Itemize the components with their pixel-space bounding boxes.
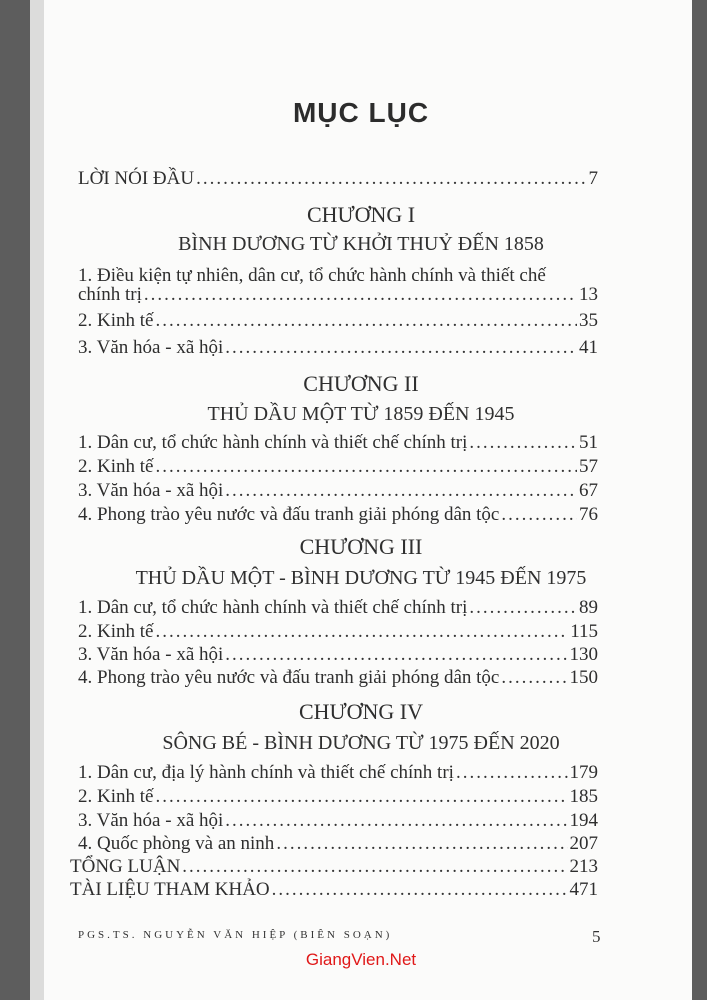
toc-entry-page: 213 [569,856,598,877]
toc-entry-page: 35 [579,310,598,331]
toc-entry-page: 76 [579,504,598,525]
toc-entry-label: 3. Văn hóa - xã hội [78,337,224,358]
toc-entry-label: TÀI LIỆU THAM KHẢO [70,879,270,900]
leader-dots [155,310,577,332]
toc-entry-label: TỔNG LUẬN [70,856,181,877]
chapter-4-heading: CHƯƠNG IV [298,699,423,724]
leader-dots [276,833,567,855]
watermark: GiangVien.Net [305,950,417,969]
leader-dots [155,621,568,643]
toc-entry-references [70,879,598,901]
leader-dots [155,456,577,478]
toc-entry-label: 2. Kinh tế [78,786,154,807]
toc-entry-4-2 [78,786,598,808]
running-footer-author: PGS.TS. NGUYỄN VĂN HIỆP (BIÊN SOẠN) [78,929,393,941]
chapter-1-heading: CHƯƠNG I [306,202,416,227]
toc-entry-page: 41 [579,337,598,358]
toc-entry-page: 57 [579,456,598,477]
toc-entry-3-2 [78,621,598,643]
toc-entry-1-2 [78,310,598,332]
toc-entry-label: LỜI NÓI ĐẦU [78,168,195,189]
leader-dots [469,432,577,454]
chapter-4-title: SÔNG BÉ - BÌNH DƯƠNG TỪ 1975 ĐẾN 2020 [162,732,560,754]
page-title: MỤC LỤC [292,97,430,128]
chapter-2-title: THỦ DẦU MỘT TỪ 1859 ĐẾN 1945 [207,403,515,425]
leader-dots [225,337,577,359]
toc-entry-label: 3. Văn hóa - xã hội [78,480,224,501]
toc-entry-preface [78,168,598,190]
leader-dots [182,856,567,878]
leader-dots [501,504,577,526]
toc-entry-page: 51 [579,432,598,453]
toc-entry-3-1 [78,597,598,619]
toc-entry-4-3 [78,810,598,832]
toc-entry-4-4 [78,833,598,855]
toc-entry-3-4 [78,667,598,689]
toc-entry-page: 150 [569,667,598,688]
toc-entry-page: 7 [588,168,598,189]
toc-entry-2-2 [78,456,598,478]
toc-entry-page: 130 [569,644,598,665]
toc-entry-page: 67 [579,480,598,501]
page-number: 5 [592,927,601,946]
toc-entry-page: 185 [569,786,598,807]
toc-entry-2-4 [78,504,598,526]
toc-entry-summary [70,856,598,878]
toc-entry-1-1 [78,284,598,306]
toc-entry-4-1 [78,762,598,784]
leader-dots [225,480,577,502]
toc-entry-label: 4. Phong trào yêu nước và đấu tranh giải phóng dân tộc [78,504,500,525]
chapter-3-title: THỦ DẦU MỘT - BÌNH DƯƠNG TỪ 1945 ĐẾN 1975 [135,567,587,589]
toc-entry-label: 4. Quốc phòng và an ninh [78,833,275,854]
toc-entry-label: 1. Dân cư, địa lý hành chính và thiết chế chính trị [78,762,454,783]
toc-entry-label: 1. Dân cư, tổ chức hành chính và thiết chế chính trị [78,597,468,618]
toc-entry-2-3 [78,480,598,502]
toc-entry-label: 2. Kinh tế [78,621,154,642]
toc-entry-page: 89 [579,597,598,618]
toc-entry-label: 3. Văn hóa - xã hội [78,644,224,665]
leader-dots [225,644,567,666]
toc-entry-page: 207 [569,833,598,854]
toc-entry-label: 2. Kinh tế [78,456,154,477]
leader-dots [155,786,567,808]
toc-entry-page: 115 [570,621,598,642]
toc-entry-label: 2. Kinh tế [78,310,154,331]
toc-entry-label: chính trị [78,284,142,305]
leader-dots [272,879,568,901]
chapter-3-heading: CHƯƠNG III [299,534,423,559]
toc-entry-page: 179 [569,762,598,783]
toc-entry-label: 3. Văn hóa - xã hội [78,810,224,831]
chapter-2-heading: CHƯƠNG II [303,371,419,396]
leader-dots [501,667,567,689]
toc-entry-page: 194 [569,810,598,831]
toc-entry-page: 471 [569,879,598,900]
chapter-1-title: BÌNH DƯƠNG TỪ KHỞI THUỶ ĐẾN 1858 [178,233,544,255]
toc-entry-label: 4. Phong trào yêu nước và đấu tranh giải phóng dân tộc [78,667,500,688]
toc-entry-1-3 [78,337,598,359]
leader-dots [144,284,577,306]
leader-dots [469,597,577,619]
book-page [30,0,692,1000]
toc-entry-2-1 [78,432,598,454]
leader-dots [196,168,586,190]
toc-entry-label: 1. Dân cư, tổ chức hành chính và thiết chế chính trị [78,432,468,453]
toc-entry-1-1-line1: 1. Điều kiện tự nhiên, dân cư, tổ chức hành chính và thiết chế [78,265,546,286]
toc-entry-3-3 [78,644,598,666]
leader-dots [456,762,568,784]
toc-entry-page: 13 [579,284,598,305]
leader-dots [225,810,567,832]
